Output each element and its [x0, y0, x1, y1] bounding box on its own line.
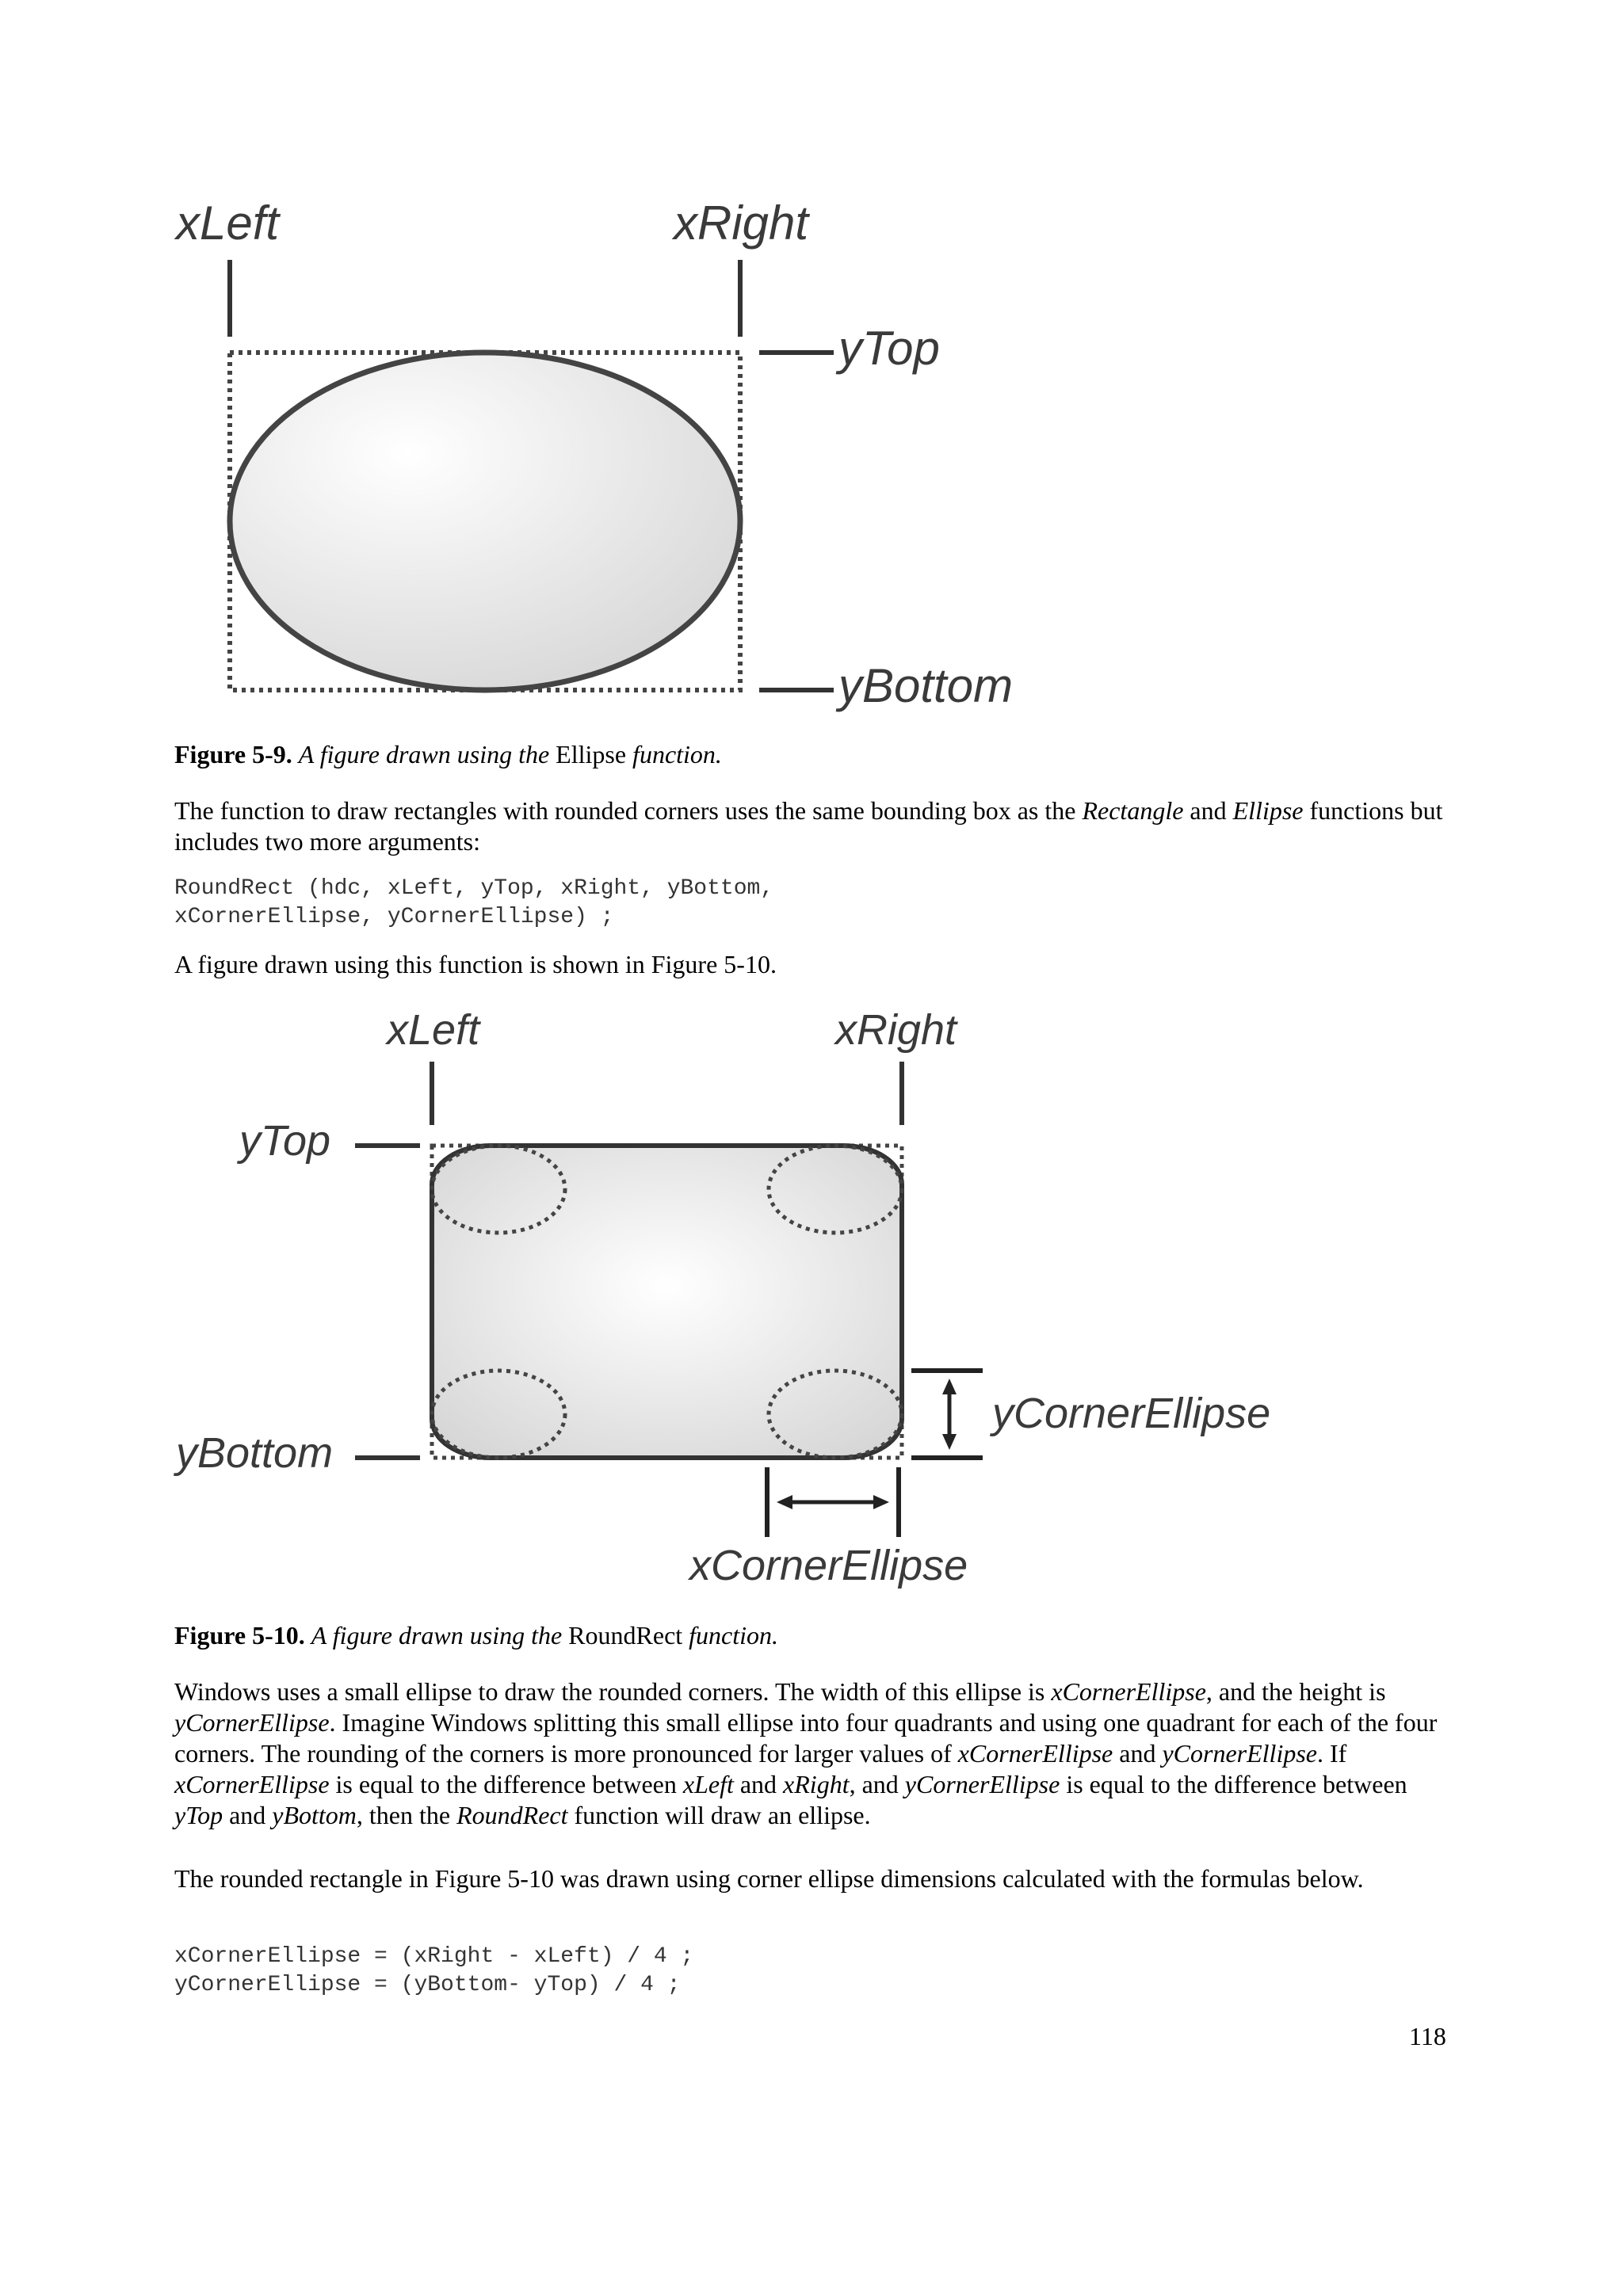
- page-number: 118: [1409, 2022, 1446, 2050]
- italic-term: yCornerEllipse: [904, 1770, 1060, 1798]
- caption-text: function.: [632, 740, 722, 769]
- text: function will draw an ellipse.: [574, 1801, 871, 1829]
- label-ytop: yTop: [838, 322, 940, 375]
- caption-number: Figure 5-10.: [174, 1621, 305, 1650]
- paragraph-formulas-intro: The rounded rectangle in Figure 5-10 was drawn using corner ellipse dimensions calculated with the formulas below.: [174, 1864, 1364, 1893]
- label-ycorner-ellipse: yCornerEllipse: [992, 1390, 1271, 1437]
- caption-func: RoundRect: [568, 1621, 683, 1650]
- text: . If: [1316, 1739, 1347, 1768]
- ycorner-arrow-icon: [942, 1379, 957, 1450]
- text: , then the: [356, 1801, 451, 1829]
- figure-5-9-diagram: [0, 190, 1109, 729]
- italic-term: Rectangle: [1082, 796, 1184, 825]
- label-xleft: xLeft: [387, 1006, 480, 1054]
- label-xright: xRight: [835, 1006, 957, 1054]
- italic-term: yBottom: [272, 1801, 357, 1829]
- code-block-formulas: [174, 1943, 693, 2000]
- label-ytop: yTop: [239, 1117, 331, 1165]
- figure-5-9-caption: [174, 738, 722, 770]
- label-ybottom: yBottom: [176, 1429, 334, 1477]
- figure-5-10-caption: [174, 1619, 778, 1651]
- text: , and: [849, 1770, 899, 1798]
- text: The function to draw rectangles with rounded corners uses the same bounding box as the: [174, 796, 1076, 825]
- code-line: xCornerEllipse = (xRight - xLeft) / 4 ;: [174, 1944, 694, 1969]
- text: and: [1190, 796, 1227, 825]
- caption-text: A figure drawn using the: [311, 1621, 563, 1650]
- paragraph-roundrect-intro: [174, 795, 1458, 857]
- label-xcorner-ellipse: xCornerEllipse: [689, 1542, 968, 1589]
- label-ybottom: yBottom: [838, 659, 1014, 712]
- code-line: RoundRect (hdc, xLeft, yTop, xRight, yBottom,: [174, 876, 774, 901]
- paragraph-figure-ref: A figure drawn using this function is shown in Figure 5-10.: [174, 950, 777, 978]
- italic-term: xCornerEllipse: [957, 1739, 1113, 1768]
- text: , and the height is: [1205, 1677, 1386, 1706]
- ellipse-shape: [230, 353, 740, 690]
- code-line: xCornerEllipse, yCornerEllipse) ;: [174, 905, 614, 929]
- label-xleft: xLeft: [176, 196, 280, 250]
- text: functions but includes two more arguments:: [174, 796, 1443, 856]
- caption-text: function.: [689, 1621, 779, 1650]
- text: is equal to the difference between: [335, 1770, 677, 1798]
- caption-text: A figure drawn using the: [298, 740, 550, 769]
- italic-term: yTop: [174, 1801, 223, 1829]
- paragraph-corner-ellipse: [174, 1676, 1458, 1831]
- italic-term: xLeft: [682, 1770, 734, 1798]
- caption-func: Ellipse: [556, 740, 627, 769]
- italic-term: yCornerEllipse: [174, 1708, 330, 1737]
- italic-term: Ellipse: [1232, 796, 1304, 825]
- rounded-rectangle: [432, 1146, 902, 1458]
- code-line: yCornerEllipse = (yBottom- yTop) / 4 ;: [174, 1973, 681, 1997]
- text: . Imagine Windows splitting this small ellipse into four quadrants and using one quadrant for each of the four corners. The rounding of the corners is more pronounced for larger values of: [174, 1708, 1438, 1768]
- italic-term: xCornerEllipse: [174, 1770, 330, 1798]
- text: Windows uses a small ellipse to draw the rounded corners. The width of this ellipse is: [174, 1677, 1045, 1706]
- italic-term: xRight: [783, 1770, 850, 1798]
- figure-5-10-diagram: [0, 1006, 1347, 1608]
- text: and: [229, 1801, 266, 1829]
- label-xright: xRight: [674, 196, 809, 250]
- text: and: [1119, 1739, 1156, 1768]
- text: is equal to the difference between: [1066, 1770, 1407, 1798]
- caption-number: Figure 5-9.: [174, 740, 292, 769]
- italic-term: yCornerEllipse: [1162, 1739, 1317, 1768]
- code-block-roundrect: [174, 875, 773, 932]
- italic-term: RoundRect: [456, 1801, 568, 1829]
- text: and: [739, 1770, 777, 1798]
- italic-term: xCornerEllipse: [1051, 1677, 1206, 1706]
- xcorner-arrow-icon: [777, 1495, 889, 1509]
